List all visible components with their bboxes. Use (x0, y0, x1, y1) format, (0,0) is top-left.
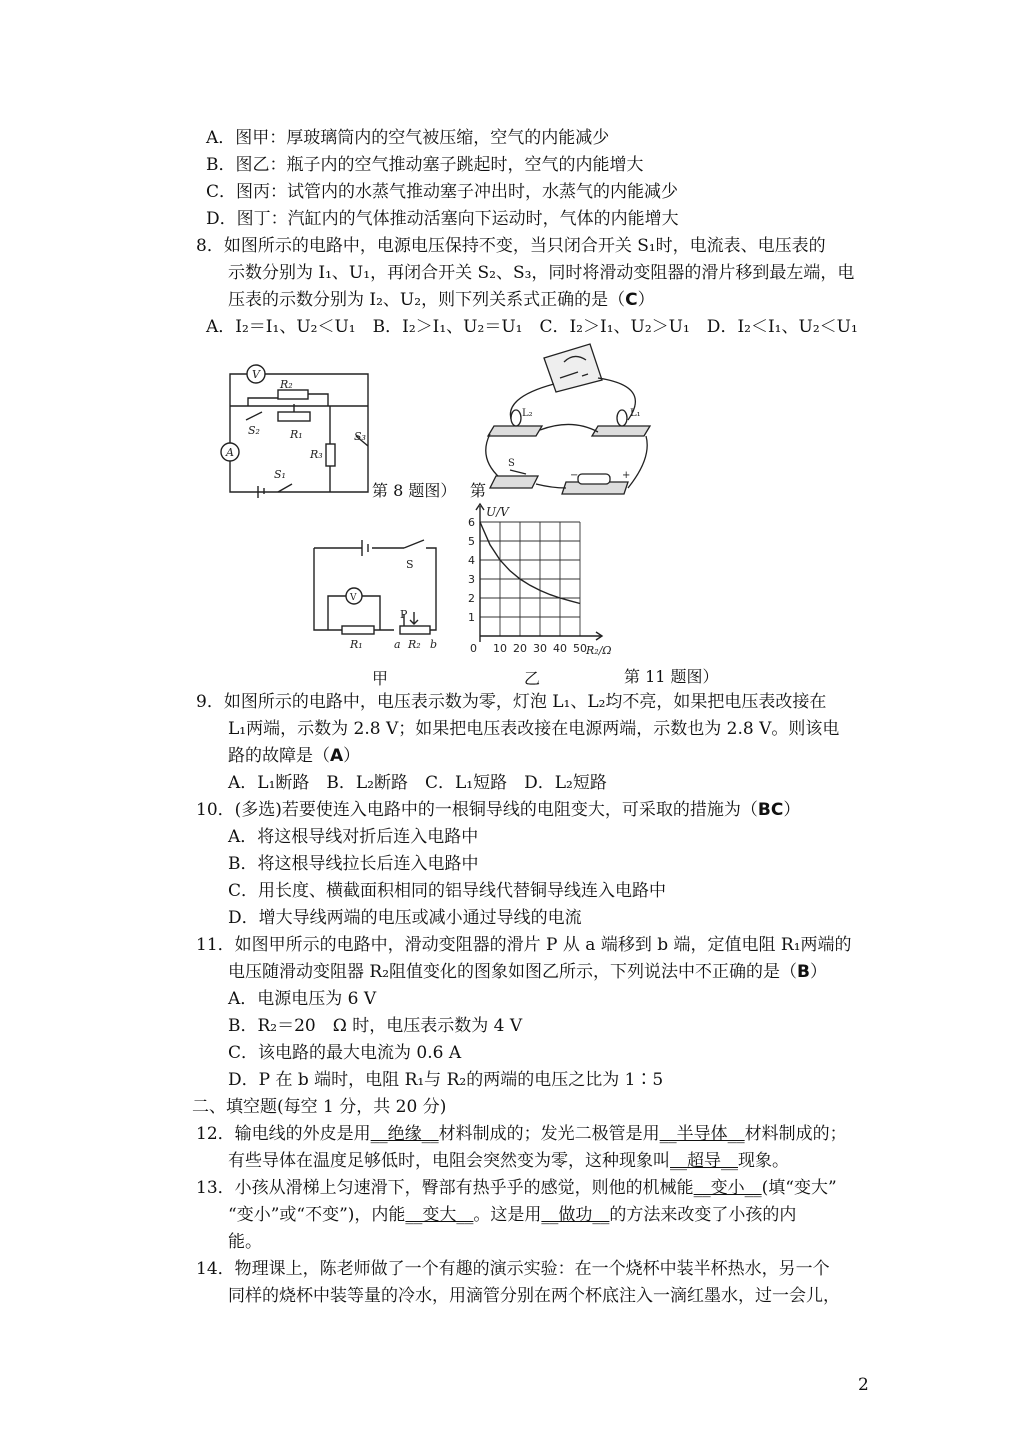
q11-fig-label-v: V (350, 593, 357, 603)
q9-fig-label-minus: − (570, 470, 579, 481)
q8-line-2: 示数分别为 I₁、U₁，再闭合开关 S₂、S₃，同时将滑动变阻器的滑片移到最左端，电 (228, 263, 855, 283)
q10-option-c: C．用长度、横截面积相同的铝导线代替铜导线连入电路中 (228, 881, 667, 901)
q12-line-1: 12．输电线的外皮是用__绝缘__材料制成的；发光二极管是用__半导体__材料制成的； (196, 1124, 847, 1144)
q10-option-b: B．将这根导线拉长后连入电路中 (228, 854, 479, 874)
q10-option-a: A．将这根导线对折后连入电路中 (228, 827, 479, 847)
q8-fig-label-r3: R₃ (310, 448, 323, 461)
q11-option-a: A．电源电压为 6 V (228, 989, 377, 1009)
q13-line-1: 13．小孩从滑梯上匀速滑下，臀部有热乎乎的感觉，则他的机械能__变小__(填“变大” (196, 1178, 837, 1198)
q8-fig-label-r1: R₁ (290, 428, 303, 441)
q8-figure-caption: 第 8 题图） (372, 481, 457, 500)
x-tick-label: 10 (493, 642, 507, 655)
q9-line-1: 9．如图所示的电路中，电压表示数为零，灯泡 L₁、L₂均不亮，如果把电压表改接在 (196, 692, 827, 712)
q12-blank-1: __绝缘__ (370, 1124, 439, 1144)
q11-line-1: 11．如图甲所示的电路中，滑动变阻器的滑片 P 从 a 端移到 b 端，定值电阻 R₁两端的 (196, 935, 852, 955)
q11-fig-label-a: a (394, 638, 401, 651)
q7-option-c: C．图丙：试管内的水蒸气推动塞子冲出时，水蒸气的内能减少 (206, 182, 679, 202)
x-tick-label: 0 (470, 642, 477, 655)
q8-fig-label-s1: S₁ (274, 468, 286, 481)
q9-fig-label-plus: + (622, 470, 631, 481)
y-tick-label: 5 (468, 535, 475, 548)
series-line (480, 522, 580, 604)
q7-option-a: A．图甲：厚玻璃筒内的空气被压缩，空气的内能减少 (206, 128, 610, 148)
q11-figure-caption: 第 11 题图） (624, 667, 719, 686)
x-tick-label: 50 (573, 642, 587, 655)
q12-line-2: 有些导体在温度足够低时，电阻会突然变为零，这种现象叫__超导__现象。 (228, 1151, 789, 1171)
q8-fig-label-r2: R₂ (280, 378, 293, 391)
q8-options: A．I₂＝I₁、U₂＜U₁ B．I₂＞I₁、U₂＝U₁ C．I₂＞I₁、U₂＞U₁ D．I₂＜I₁、U₂＜U₁ (206, 317, 858, 337)
q13-line-2: “变小”或“不变”)，内能__变大__。这是用__做功__的方法来改变了小孩的内 (228, 1205, 797, 1225)
q11-fig-jia-label: 甲 (372, 669, 389, 688)
y-axis-label: U/V (486, 505, 509, 519)
q13-blank-1: __变小__ (693, 1178, 762, 1198)
q8-fig-label-s2: S₂ (248, 424, 260, 437)
q11-fig-yi-label: 乙 (524, 669, 541, 688)
q11-option-b: B．R₂＝20 Ω 时，电压表示数为 4 V (228, 1016, 523, 1036)
q14-line-2: 同样的烧杯中装等量的冷水，用滴管分别在两个杯底注入一滴红墨水，过一会儿， (228, 1286, 840, 1306)
x-tick-label: 40 (553, 642, 567, 655)
q8-line-1: 8．如图所示的电路中，电源电压保持不变，当只闭合开关 S₁时，电流表、电压表的 (196, 236, 826, 256)
q11-option-c: C．该电路的最大电流为 0.6 A (228, 1043, 462, 1063)
y-tick-label: 3 (468, 573, 475, 586)
y-tick-label: 4 (468, 554, 475, 567)
q9-fig-label-s: S (508, 458, 515, 469)
x-axis-label: R₂/Ω (586, 644, 612, 657)
q11-fig-label-r1: R₁ (350, 638, 363, 651)
q11-line-2: 电压随滑动变阻器 R₂阻值变化的图象如图乙所示，下列说法中不正确的是（B） (228, 962, 827, 982)
q11-fig-label-r2: R₂ (408, 638, 421, 651)
q11-graph-yi (462, 500, 642, 662)
q8-answer: C (625, 290, 638, 310)
y-tick-label: 1 (468, 611, 475, 624)
q13-blank-3: __做功__ (541, 1205, 610, 1225)
q11-answer: B (797, 962, 810, 982)
q8-fig-label-a: A (226, 446, 234, 459)
q14-line-1: 14．物理课上，陈老师做了一个有趣的演示实验：在一个烧杯中装半杯热水，另一个 (196, 1259, 830, 1279)
x-tick-label: 20 (513, 642, 527, 655)
q11-fig-label-s: S (406, 558, 414, 571)
q9-options: A．L₁断路 B．L₂断路 C．L₁短路 D．L₂短路 (228, 773, 607, 793)
q12-blank-3: __超导__ (670, 1151, 738, 1171)
q13-blank-2: __变大__ (405, 1205, 474, 1225)
q8-circuit-diagram (218, 360, 380, 498)
q9-circuit-diagram (482, 338, 662, 500)
q9-line-2: L₁两端，示数为 2.8 V；如果把电压表改接在电源两端，示数也为 2.8 V。则该电 (228, 719, 840, 739)
q9-fig-label-l2: L₂ (522, 408, 533, 419)
q9-answer: A (330, 746, 344, 766)
q10-answer: BC (757, 800, 784, 820)
q13-line-3: 能。 (228, 1232, 262, 1252)
q8-line-3: 压表的示数分别为 I₂、U₂，则下列关系式正确的是（C） (228, 290, 655, 310)
q7-option-b: B．图乙：瓶子内的空气推动塞子跳起时，空气的内能增大 (206, 155, 644, 175)
q11-fig-label-p: P (400, 608, 408, 621)
q9-figure-caption: 第 (470, 481, 487, 500)
q8-fig-label-s3: S₃ (354, 430, 366, 443)
y-tick-label: 6 (468, 516, 475, 529)
q9-fig-label-l1: L₁ (630, 408, 641, 419)
q10-line-1: 10．(多选)若要使连入电路中的一根铜导线的电阻变大，可采取的措施为（BC） (196, 800, 801, 820)
q8-fig-label-v: V (252, 368, 260, 381)
q10-option-d: D．增大导线两端的电压或减小通过导线的电流 (228, 908, 582, 928)
q12-blank-2: __半导体__ (659, 1124, 745, 1144)
x-tick-label: 30 (533, 642, 547, 655)
q11-option-d: D．P 在 b 端时，电阻 R₁与 R₂的两端的电压之比为 1∶5 (228, 1070, 664, 1090)
y-tick-label: 2 (468, 592, 475, 605)
q11-fig-label-b: b (430, 638, 438, 651)
q9-line-3: 路的故障是（A） (228, 746, 361, 766)
q11-circuit-diagram-jia (304, 536, 446, 654)
section-heading: 二、填空题(每空 1 分，共 20 分) (192, 1097, 447, 1117)
q7-option-d: D．图丁：汽缸内的气体推动活塞向下运动时，气体的内能增大 (206, 209, 679, 229)
page-number: 2 (858, 1375, 869, 1395)
